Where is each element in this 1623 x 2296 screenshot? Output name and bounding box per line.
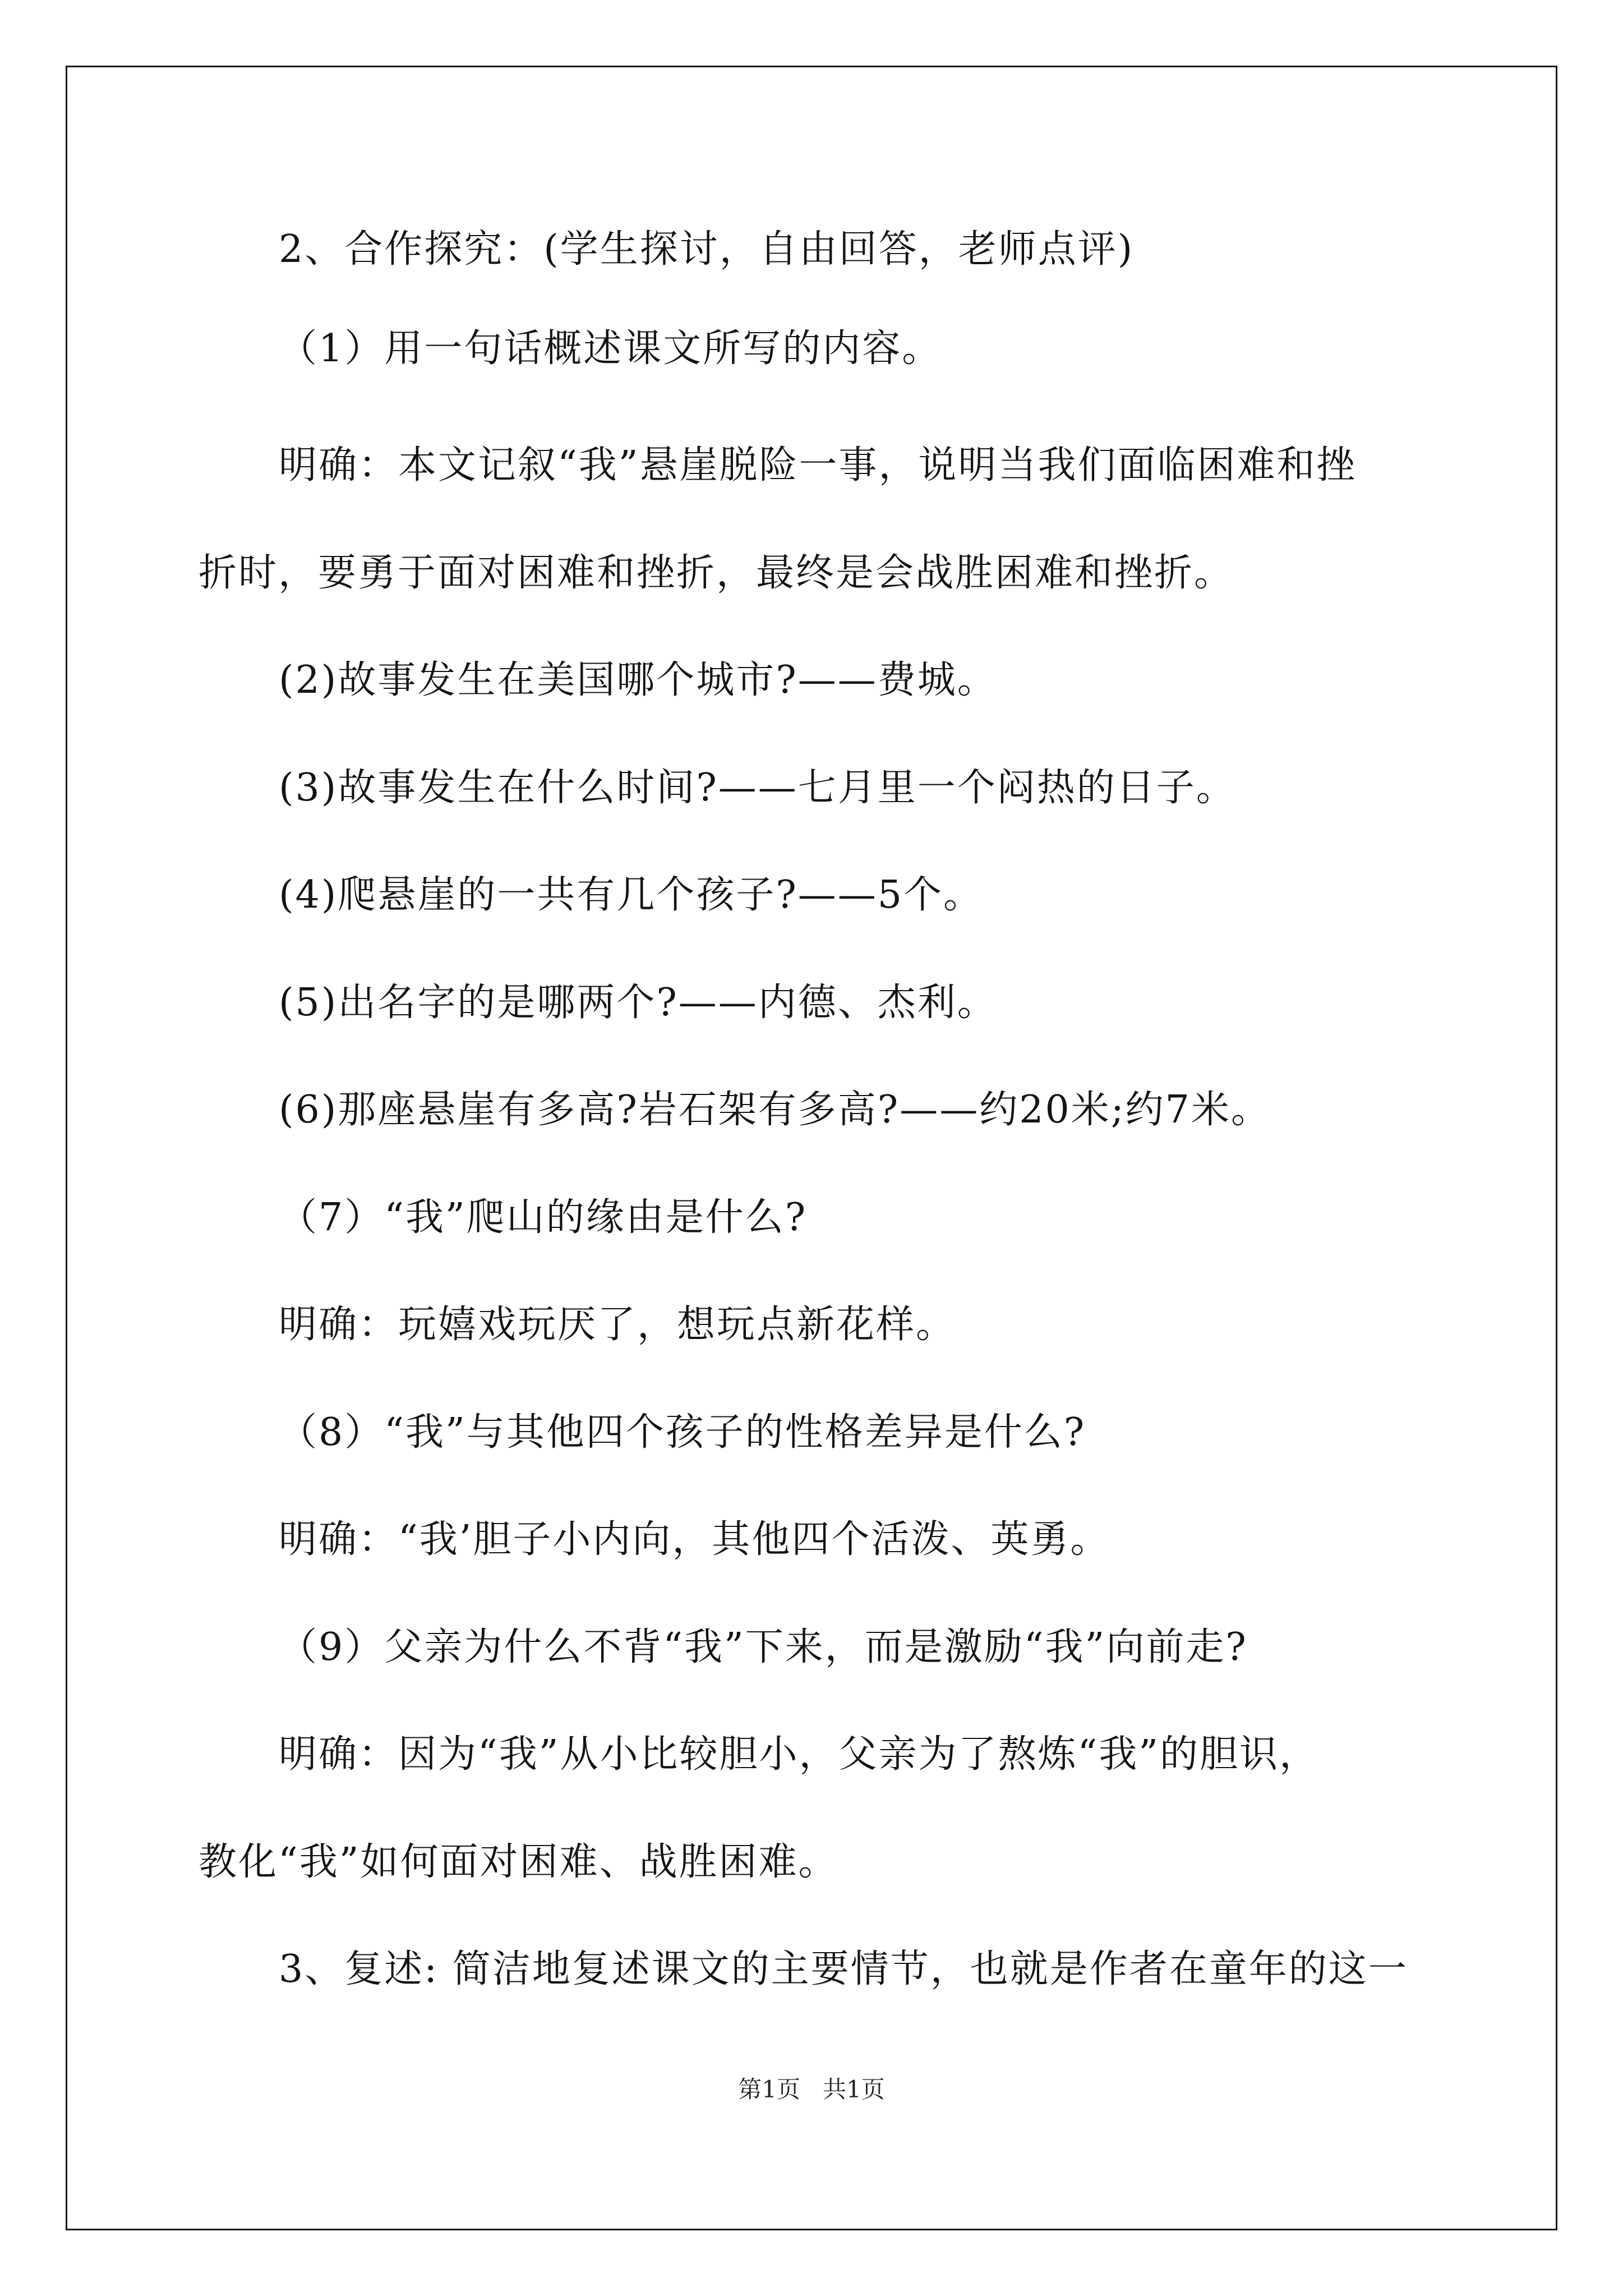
paragraph-line: (6)那座悬崖有多高?岩石架有多高?——约20米;约7米。 <box>279 1088 1271 1132</box>
page-footer <box>0 2076 1623 2104</box>
paragraph-line: (2)故事发生在美国哪个城市?——费城。 <box>279 658 997 702</box>
page-number-current: 第1页 <box>738 2076 800 2103</box>
paragraph-line: (4)爬悬崖的一共有几个孩子?——5个。 <box>279 873 984 917</box>
paragraph-line: 明确：玩嬉戏玩厌了，想玩点新花样。 <box>279 1303 956 1347</box>
paragraph-line: 明确：本文记叙“我”悬崖脱险一事，说明当我们面临困难和挫 <box>279 443 1357 487</box>
paragraph-line: （1）用一句话概述课文所写的内容。 <box>279 326 942 371</box>
paragraph-line: (3)故事发生在什么时间?——七月里一个闷热的日子。 <box>279 766 1236 810</box>
paragraph-line: 3、复述: 简洁地复述课文的主要情节，也就是作者在童年的这一 <box>279 1947 1408 1991</box>
paragraph-line: 折时，要勇于面对困难和挫折，最终是会战胜困难和挫折。 <box>199 551 1234 595</box>
paragraph-line: 明确：“我’胆子小内向，其他四个活泼、英勇。 <box>279 1517 1110 1562</box>
paragraph-line: 明确：因为“我”从小比较胆小，父亲为了熬炼“我”的胆识， <box>279 1732 1320 1777</box>
paragraph-line: （7）“我”爬山的缘由是什么? <box>279 1195 808 1240</box>
page-number-total: 共1页 <box>823 2076 885 2103</box>
paragraph-line: （9）父亲为什么不背“我”下来，而是激励“我”向前走? <box>279 1625 1248 1669</box>
paragraph-line: （8）“我”与其他四个孩子的性格差异是什么? <box>279 1410 1086 1455</box>
paragraph-line: 2、合作探究：(学生探讨，自由回答，老师点评) <box>279 227 1135 272</box>
paragraph-line: (5)出名字的是哪两个?——内德、杰利。 <box>279 981 997 1025</box>
paragraph-line: 教化“我”如何面对困难、战胜困难。 <box>199 1840 838 1884</box>
